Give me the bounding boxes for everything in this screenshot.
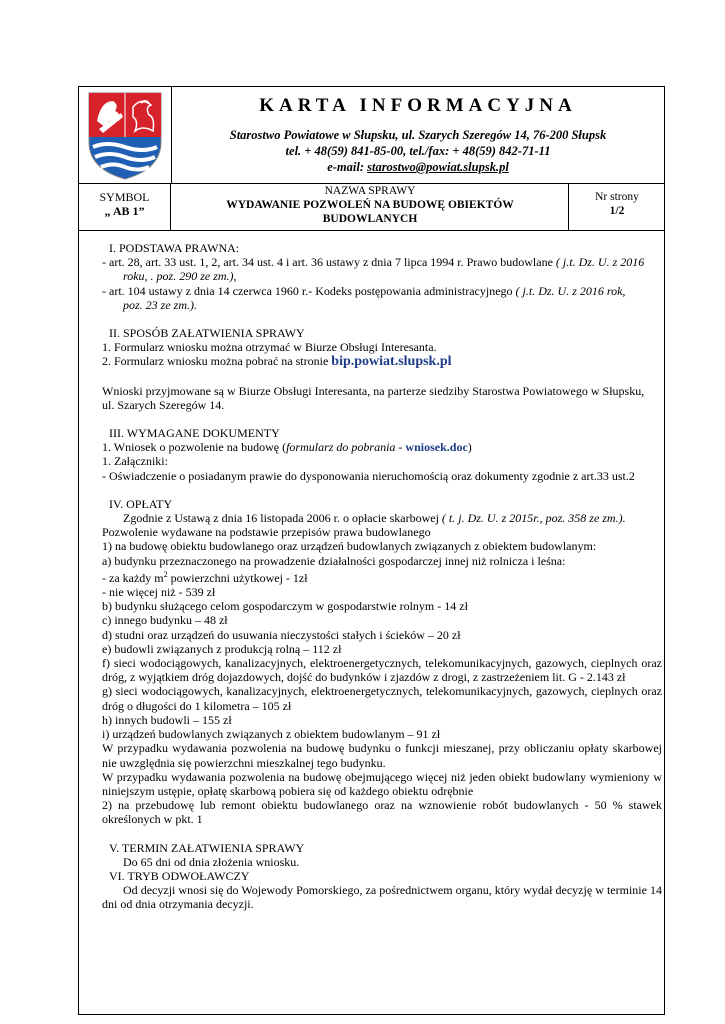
legal-basis-ref: roku, . poz. 290 ze zm.), [123, 269, 237, 284]
symbol-value: „ AB 1” [104, 204, 145, 218]
paragraph: W przypadku wydawania pozwolenia na budowę obejmującego więcej niż jeden obiekt budowlany wymieniony w niniejszym ustępie, opłatę skarbową pobiera się od każdego obiektu odrębnie [102, 769, 662, 798]
legal-basis-item: - art. 28, art. 33 ust. 1, 2, art. 34 ust. 4 i art. 36 ustawy z dnia 7 lipca 1994 r. Prawo budowlane ( j.t. Dz. U. z 2016 [102, 255, 645, 270]
coat-of-arms-logo [79, 87, 172, 183]
section-heading: V. TERMIN ZAŁATWIENIA SPRAWY [109, 840, 305, 855]
symbol-cell [79, 183, 171, 230]
paragraph: Zgodnie z Ustawą z dnia 16 listopada 2006 r. o opłacie skarbowej ( t. j. Dz. U. z 2015r., poz. 358 ze zm.). [123, 511, 626, 526]
bip-link[interactable]: bip.powiat.slupsk.pl [331, 354, 452, 370]
email-link[interactable]: starostwo@powiat.slupsk.pl [367, 160, 509, 174]
legal-basis-item: - art. 104 ustawy z dnia 14 czerwca 1960 r.- Kodeks postępowania administracyjnego ( j.t. Dz. U. z 2016 rok, [102, 283, 626, 298]
fee-item: - za każdy $m^2$ powierzchni użytkowej - 1zł [102, 569, 308, 585]
wniosek-link[interactable]: wniosek.doc [405, 440, 468, 455]
fee-item: b) budynku służącego celom gospodarczym w gospodarstwie rolnym - 14 zł [102, 599, 468, 614]
section-heading: IV. OPŁATY [109, 496, 173, 511]
fee-item: h) innych budowli – 155 zł [102, 712, 232, 727]
page-value: 1/2 [609, 205, 625, 217]
fee-item: 2) na przebudowę lub remont obiektu budowlanego oraz na wznowienie robót budowlanych - 50 % stawek określonych w pkt. 1 [102, 798, 662, 827]
list-item: 1. Załączniki: [102, 454, 168, 469]
fee-item: 1) na budowę obiektu budowlanego oraz urządzeń budowlanych związanych z obiektem budowlanym: [102, 539, 597, 554]
section-heading: III. WYMAGANE DOKUMENTY [109, 426, 280, 441]
symbol-label: SYMBOL [99, 190, 150, 204]
page-number-cell [570, 183, 664, 230]
paragraph: Do 65 dni od dnia złożenia wniosku. [123, 854, 300, 869]
fee-item: i) urządzeń budowlanych związanych z obiektem budowlanym – 91 zł [102, 727, 441, 742]
paragraph: ul. Szarych Szeregów 14. [102, 397, 225, 412]
fee-item: f) sieci wodociągowych, kanalizacyjnych, elektroenergetycznych, telekomunikacyjnych, gazowych, cieplnych oraz dróg, z wyjątkiem dróg dojazdowych, dojść do budynków i zjazdów z drogi, z zastrzeżeniem lit. G - 2.143 zł [102, 656, 662, 685]
paragraph: W przypadku wydawania pozwolenia na budowę budynku o funkcji mieszanej, przy obliczaniu opłaty skarbowej nie uwzględnia się powierzchni mieszkalnej tego budynku. [102, 741, 662, 770]
case-name-cell [172, 183, 569, 230]
section-heading: VI. TRYB ODWOŁAWCZY [109, 868, 250, 883]
section-heading: II. SPOSÓB ZAŁATWIENIA SPRAWY [109, 326, 305, 341]
list-item: 1. Formularz wniosku można otrzymać w Biurze Obsługi Interesanta. [102, 340, 437, 355]
info-row [79, 183, 664, 231]
fee-item: c) innego budynku – 48 zł [102, 613, 228, 628]
phone-line: tel. + 48(59) 841-85-00, tel./fax: + 48(59) 842-71-11 [285, 144, 551, 158]
paragraph: Wnioski przyjmowane są w Biurze Obsługi Interesanta, na parterze siedziby Starostwa Powiatowego w Słupsku, [102, 383, 645, 398]
section-heading: I. PODSTAWA PRAWNA: [109, 241, 240, 255]
case-label: NAZWA SPRAWY [324, 185, 416, 197]
list-item: - Oświadczenie o posiadanym prawie do dysponowania nieruchomością oraz dokumenty zgodnie z art.33 ust.2 [102, 468, 635, 483]
case-value-line1: WYDAWANIE POZWOLEŃ NA BUDOWĘ OBIEKTÓW [226, 199, 514, 211]
address-line: Starostwo Powiatowe w Słupsku, ul. Szarych Szeregów 14, 76-200 Słupsk [229, 128, 607, 142]
fee-item: a) budynku przeznaczonego na prowadzenie działalności gospodarczej innej niż rolnicza i leśna: [102, 553, 566, 568]
email-line [172, 159, 664, 175]
fee-item: g) sieci wodociągowych, kanalizacyjnych, elektroenergetycznych, telekomunikacyjnych, gazowych, cieplnych oraz dróg o długości do 1 kilometra – 105 zł [102, 684, 662, 713]
fee-item: - nie więcej niż - 539 zł [102, 585, 216, 600]
paragraph: Od decyzji wnosi się do Wojewody Pomorskiego, za pośrednictwem organu, który wydał decyzję w terminie 14 dni od dnia otrzymania decyzji. [102, 883, 662, 912]
shield-icon [79, 87, 171, 183]
legal-basis-ref: poz. 23 ze zm.). [123, 297, 197, 312]
fee-item: e) budowli związanych z produkcją rolną – 112 zł [102, 641, 342, 656]
header [79, 87, 664, 184]
fee-item: d) studni oraz urządzeń do usuwania nieczystości stałych i ścieków – 20 zł [102, 627, 461, 642]
list-item: 2. Formularz wniosku można pobrać na stronie bip.powiat.slupsk.pl [102, 354, 452, 370]
list-item: 1. Wniosek o pozwolenie na budowę (formularz do pobrania - wniosek.doc) [102, 440, 472, 455]
page-label: Nr strony [595, 191, 639, 203]
office-address-block [172, 127, 664, 175]
document-body [102, 241, 662, 912]
case-value-line2: BUDOWLANYCH [322, 213, 418, 225]
document-frame [78, 86, 665, 1015]
document-title: KARTA INFORMACYJNA [259, 95, 577, 116]
paragraph: Pozwolenie wydawane na podstawie przepisów prawa budowlanego [102, 525, 431, 540]
email-label: e-mail: [327, 160, 368, 174]
